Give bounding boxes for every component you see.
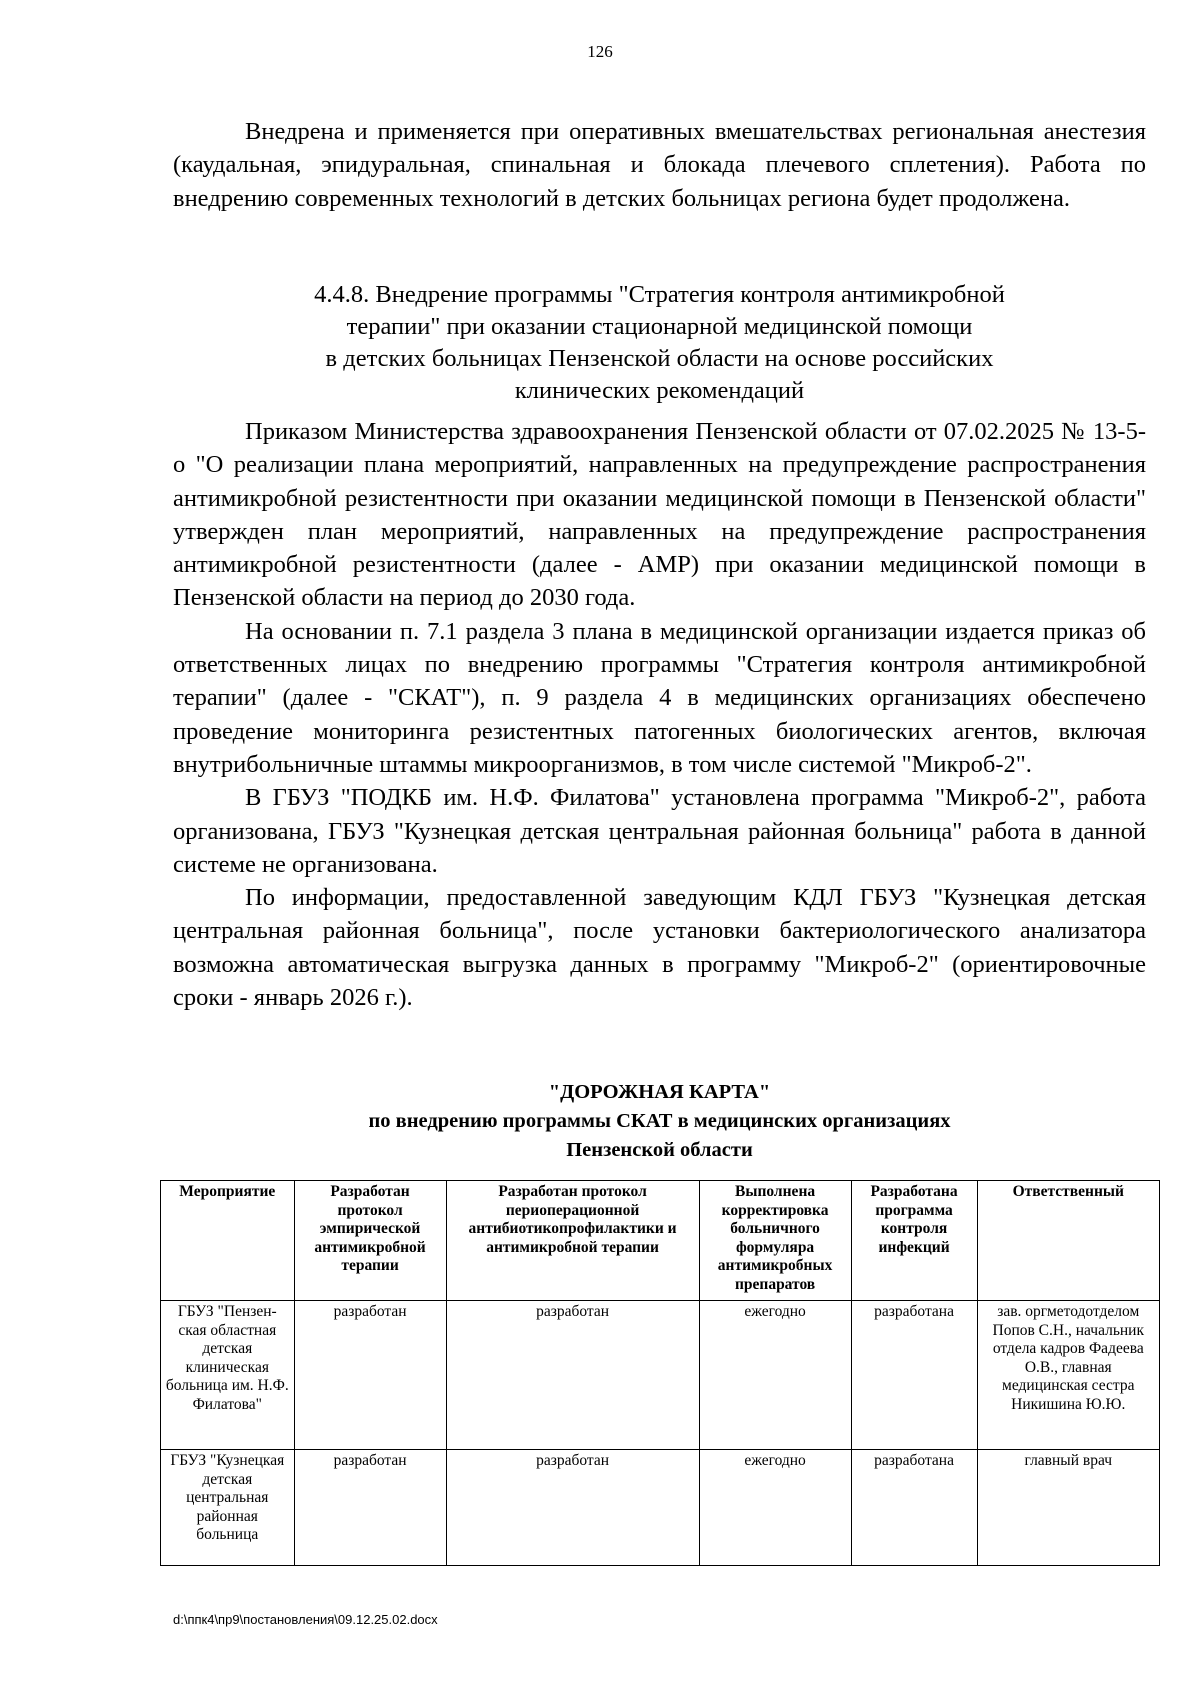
column-header: Выполнена корректировка больничного формуляра антимикробных препаратов: [699, 1181, 851, 1301]
table-row: [161, 1450, 1160, 1566]
intro-text: [173, 115, 1146, 215]
cell-empiric-protocol: разработан: [294, 1301, 446, 1450]
column-header: Разработан протокол эмпирической антимикробной терапии: [294, 1181, 446, 1301]
cell-organization: ГБУЗ "Пензен-ская областная детская клиническая больница им. Н.Ф. Филатова": [161, 1301, 295, 1450]
heading-line: терапии" при оказании стационарной медицинской помощи: [346, 313, 973, 340]
cell-responsible: зав. оргметодотделом Попов С.Н., начальник отдела кадров Фадеева О.В., главная медицинская сестра Никишина Ю.Ю.: [977, 1301, 1159, 1450]
cell-infection-program: разработана: [851, 1450, 977, 1566]
roadmap-title: [173, 1078, 1146, 1165]
cell-empiric-protocol: разработан: [294, 1450, 446, 1566]
heading-line: в детских больницах Пензенской области на основе российских: [325, 345, 994, 372]
cell-formulary: ежегодно: [699, 1301, 851, 1450]
paragraph: По информации, предоставленной заведующим КДЛ ГБУЗ "Кузнецкая детская центральная районная больница", после установки бактериологического анализатора возможна автоматическая выгрузка данных в программу "Микроб-2" (ориентировочные сроки - январь 2026 г.).: [173, 884, 1146, 1012]
cell-infection-program: разработана: [851, 1301, 977, 1450]
paragraph: Приказом Министерства здравоохранения Пензенской области от 07.02.2025 № 13-5-о "О реализации плана мероприятий, направленных на предупреждение распространения антимикробной резистентности при оказании медицинской помощи в Пензенской области" утвержден план мероприятий, направленных на предупреждение распространения антимикробной резистентности (далее - АМР) при оказании медицинской помощи в Пензенской области на период до 2030 года.: [173, 418, 1146, 612]
paragraph: На основании п. 7.1 раздела 3 плана в медицинской организации издается приказ об ответственных лицах по внедрению программы "Стратегия контроля антимикробной терапии" (далее - "СКАТ"), п. 9 раздела 4 в медицинских организациях обеспечено проведение мониторинга резистентных патогенных биологических агентов, включая внутрибольничные штаммы микроорганизмов, в том числе системой "Микроб-2".: [173, 617, 1146, 778]
column-header: Мероприятие: [161, 1181, 295, 1301]
column-header: Разработана программа контроля инфекций: [851, 1181, 977, 1301]
table-header-row: [161, 1181, 1160, 1301]
roadmap-table: [160, 1180, 1160, 1566]
roadmap-title-line: "ДОРОЖНАЯ КАРТА": [548, 1081, 771, 1103]
roadmap-title-line: по внедрению программы СКАТ в медицинских организациях: [368, 1110, 951, 1132]
roadmap-title-line: Пензенской области: [566, 1139, 753, 1161]
column-header: Ответственный: [977, 1181, 1159, 1301]
table-row: [161, 1301, 1160, 1450]
file-path-footer: d:\ппк4\пр9\постановления\09.12.25.02.docx: [173, 1612, 438, 1627]
cell-responsible: главный врач: [977, 1450, 1159, 1566]
cell-formulary: ежегодно: [699, 1450, 851, 1566]
heading-line: клинических рекомендаций: [514, 377, 805, 404]
paragraph: Внедрена и применяется при оперативных вмешательствах региональная анестезия (каудальная, эпидуральная, спинальная и блокада плечевого сплетения). Работа по внедрению современных технологий в детских больницах региона будет продолжена.: [173, 118, 1146, 212]
section-heading: [173, 279, 1146, 407]
main-text: [173, 415, 1146, 1014]
cell-periop-protocol: разработан: [446, 1450, 699, 1566]
heading-line: 4.4.8. Внедрение программы "Стратегия контроля антимикробной: [314, 281, 1005, 308]
page-number: 126: [587, 42, 613, 61]
cell-organization: ГБУЗ "Кузнецкая детская центральная районная больница: [161, 1450, 295, 1566]
cell-periop-protocol: разработан: [446, 1301, 699, 1450]
column-header: Разработан протокол периоперационной антибиотикопрофилактики и антимикробной терапии: [446, 1181, 699, 1301]
paragraph: В ГБУЗ "ПОДКБ им. Н.Ф. Филатова" установлена программа "Микроб-2", работа организована, ГБУЗ "Кузнецкая детская центральная районная больница" работа в данной системе не организована.: [173, 784, 1146, 878]
